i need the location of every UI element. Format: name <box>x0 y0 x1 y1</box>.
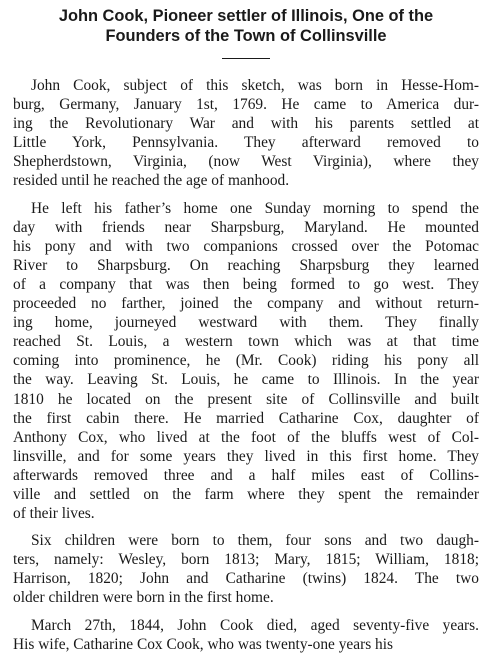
text-line: Shepherdstown, Virginia, (now West Virginia), where they <box>13 153 479 171</box>
text-line: He left his father’s home one Sunday morning to spend the <box>31 199 479 217</box>
article-title <box>13 6 479 46</box>
text-line: the first cabin there. He married Catharine Cox, daughter of <box>13 409 479 427</box>
text-line: afterwards removed three and a half miles east of Collins- <box>13 466 479 484</box>
paragraph-3 <box>13 531 479 607</box>
text-line: River to Sharpsburg. On reaching Sharpsburg they learned <box>13 256 479 274</box>
text-line: ville and settled on the farm where they spent the remainder <box>13 485 479 503</box>
text-line: ing home, journeyed westward with them. They finally <box>13 314 479 332</box>
text-line: His wife, Catharine Cox Cook, who was twenty-one years his <box>13 635 393 653</box>
text-line: ters, namely: Wesley, born 1813; Mary, 1815; William, 1818; <box>13 551 479 569</box>
text-line: Anthony Cox, who lived at the foot of the bluffs west of Col- <box>13 428 479 446</box>
text-line: Six children were born to them, four sons and two daugh- <box>31 532 479 550</box>
text-line: of a company that was then being formed to go west. They <box>13 275 479 293</box>
text-line: March 27th, 1844, John Cook died, aged seventy-five years. <box>31 616 479 634</box>
text-line: Harrison, 1820; John and Catharine (twins) 1824. The two <box>13 570 479 588</box>
paragraph-4 <box>13 616 479 654</box>
paragraph-1 <box>13 76 479 191</box>
text-line: proceeded no farther, joined the company and without return- <box>13 295 479 313</box>
text-line: linsville, and for some years they lived in this first home. They <box>13 447 479 465</box>
title-line-1: John Cook, Pioneer settler of Illinois, One of the <box>58 7 434 25</box>
text-line: John Cook, subject of this sketch, was born in Hesse-Hom- <box>31 77 479 94</box>
text-line: reached St. Louis, a western town which was at that time <box>13 333 479 351</box>
text-line: his pony and with two companions crossed over the Potomac <box>13 237 479 255</box>
text-line: of their lives. <box>13 505 95 523</box>
title-line-2: Founders of the Town of Collinsville <box>105 27 387 45</box>
text-line: resided until he reached the age of manhood. <box>13 172 290 190</box>
text-line: burg, Germany, January 1st, 1769. He came to America dur- <box>13 96 479 114</box>
paragraph-2 <box>13 199 479 524</box>
text-line: the way. Leaving St. Louis, he came to Illinois. In the year <box>13 371 479 389</box>
text-line: coming into prominence, he (Mr. Cook) riding his pony all <box>13 352 479 370</box>
title-divider <box>222 58 270 59</box>
text-line: ing the Revolutionary War and with his parents settled at <box>13 115 479 133</box>
text-line: older children were born in the first home. <box>13 589 274 607</box>
article-body <box>13 76 479 654</box>
text-line: day with friends near Sharpsburg, Maryland. He mounted <box>13 218 479 236</box>
text-line: 1810 he located on the present site of Collinsville and built <box>13 390 479 408</box>
text-line: Little York, Pennsylvania. They afterward removed to <box>13 134 479 152</box>
